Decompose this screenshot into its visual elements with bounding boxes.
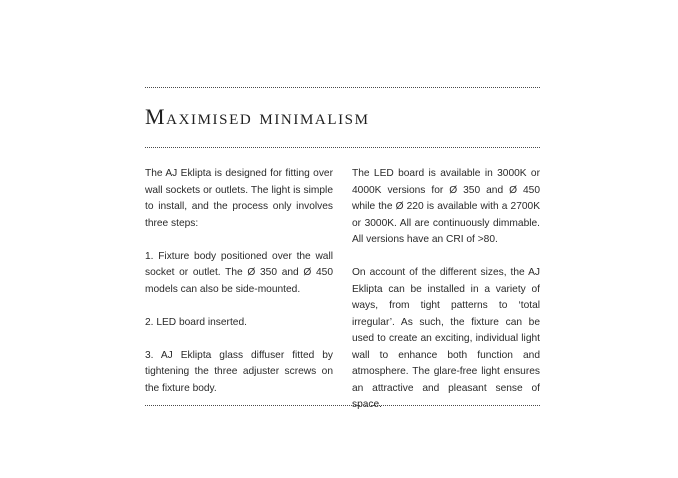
section-title: Maximised minimalism [145,104,370,129]
intro-paragraph: The AJ Eklipta is designed for fitting over wall sockets or outlets. The light is simple to install, and the process only involves three steps: [145,168,333,229]
led-board-paragraph: The LED board is available in 3000K or 4000K versions for Ø 350 and Ø 450 while the Ø 220 is available with a 2700K or 3000K. All are continuously dimmable. All versions have an CRI of >80. [352,168,540,245]
bottom-divider [145,405,540,406]
step-1-paragraph: 1. Fixture body positioned over the wall socket or outlet. The Ø 350 and Ø 450 models can also be side-mounted. [145,250,333,295]
left-column [145,166,333,397]
installation-paragraph: On account of the different sizes, the AJ Eklipta can be installed in a variety of ways, from tight patterns to ‘total irregular’. As such, the fixture can be used to create an exciting, individual light wall to enhance both function and atmosphere. The glare-free light ensures an attractive and pleasant sense of space. [352,267,540,410]
step-3-paragraph: 3. AJ Eklipta glass diffuser fitted by tightening the three adjuster screws on the fixture body. [145,349,333,394]
top-divider [145,87,540,88]
right-column [352,166,540,414]
title-divider [145,147,540,148]
step-2-paragraph: 2. LED board inserted. [145,316,247,328]
